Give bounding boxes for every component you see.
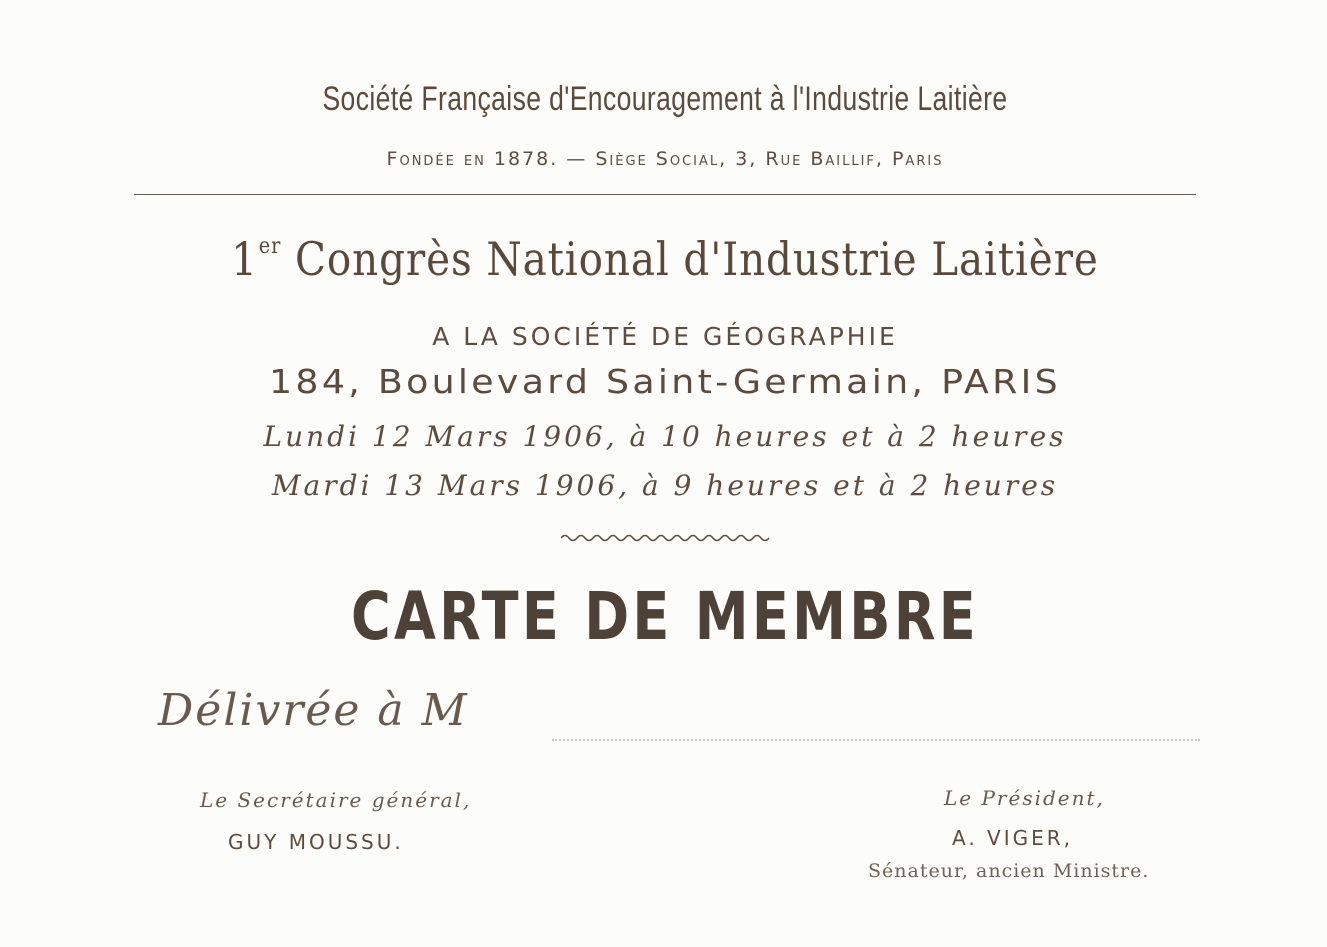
society-name: Société Française d'Encouragement à l'Industrie Laitière xyxy=(322,80,1008,118)
secretary-name: GUY MOUSSU. xyxy=(228,830,404,854)
card-title: CARTE DE MEMBRE xyxy=(350,578,980,655)
congress-ordinal: 1 xyxy=(231,232,258,286)
president-title: Sénateur, ancien Ministre. xyxy=(868,860,1150,882)
venue-line: A LA SOCIÉTÉ DE GÉOGRAPHIE xyxy=(432,322,898,351)
congress-ordinal-suffix: er xyxy=(258,234,282,259)
delivered-to-label: Délivrée à M xyxy=(158,685,469,736)
header-divider xyxy=(134,194,1196,195)
secretary-role: Le Secrétaire général, xyxy=(200,788,472,812)
president-role: Le Président, xyxy=(944,786,1105,810)
founded-line: Fondée en 1878. — Siège Social, 3, Rue Baillif, Paris xyxy=(386,148,944,170)
congress-title-line xyxy=(198,232,1133,286)
name-fill-line xyxy=(552,739,1200,741)
date-line-1: Lundi 12 Mars 1906, à 10 heures et à 2 heures xyxy=(263,420,1067,453)
congress-title: Congrès National d'Industrie Laitière xyxy=(295,232,1099,286)
date-line-2: Mardi 13 Mars 1906, à 9 heures et à 2 heures xyxy=(271,469,1059,502)
ornamental-wave-divider xyxy=(561,532,773,544)
address-line: 184, Boulevard Saint-Germain, PARIS xyxy=(269,362,1061,401)
president-name: A. VIGER, xyxy=(952,826,1074,850)
